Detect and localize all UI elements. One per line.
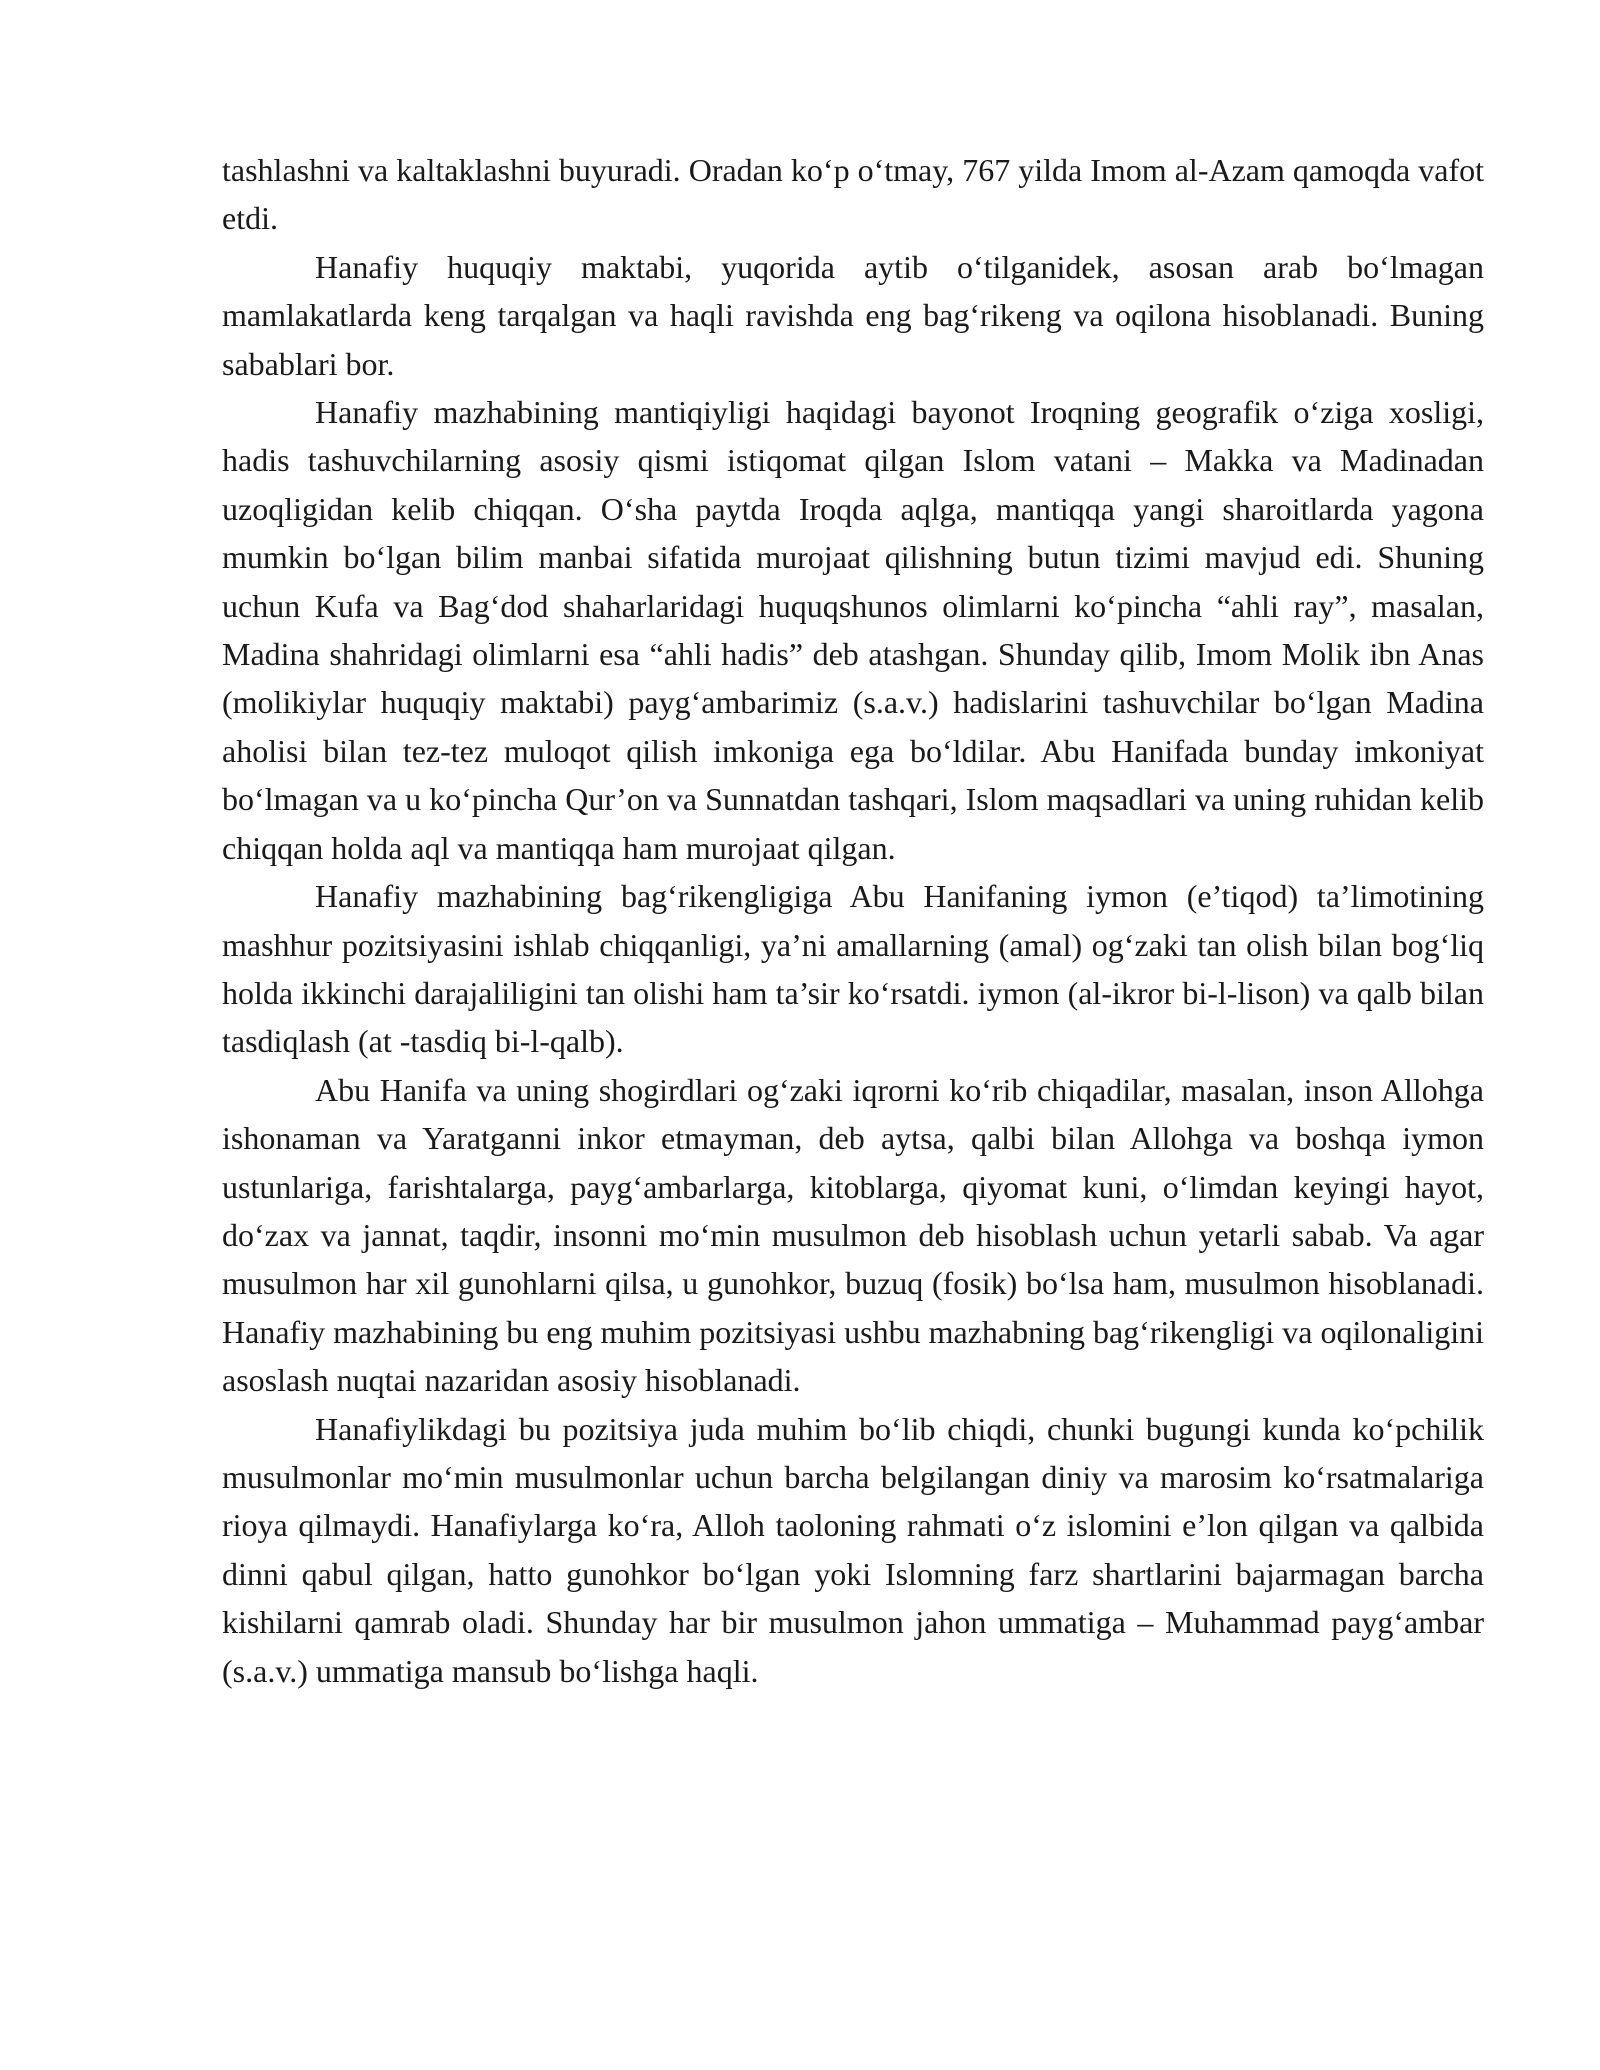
paragraph-oral-confession: Abu Hanifa va uning shogirdlari og‘zaki iqrorni ko‘rib chiqadilar, masalan, inson Allohga ishonaman va Yaratganni inkor etmayman, deb aytsa, qalbi bilan Allohga va boshqa iymon ustunlariga, farishtalarga, payg‘ambarlarga, kitoblarga, qiyomat kuni, o‘limdan keyingi hayot, do‘zax va jannat, taqdir, insonni mo‘min musulmon deb hisoblash uchun yetarli sabab. Va agar musulmon har xil gunohlarni qilsa, u gunohkor, buzuq (fosik) bo‘lsa ham, musulmon hisoblanadi. Hanafiy mazhabining bu eng muhim pozitsiyasi ushbu mazhabning bag‘rikengligi va oqilonaligini asoslash nuqtai nazaridan asosiy hisoblanadi. [222,1071,1484,1399]
body-text [222,146,1484,1695]
paragraph-logic-iraq: Hanafiy mazhabining mantiqiyligi haqidagi bayonot Iroqning geografik o‘ziga xosligi, hadis tashuvchilarning asosiy qismi istiqomat qilgan Islom vatani – Makka va Madinadan uzoqligidan kelib chiqqan. O‘sha paytda Iroqda aqlga, mantiqqa yangi sharoitlarda yagona mumkin bo‘lgan bilim manbai sifatida murojaat qilishning butun tizimi mavjud edi. Shuning uchun Kufa va Bag‘dod shaharlaridagi huquqshunos olimlarni ko‘pincha “ahli ray”, masalan, Madina shahridagi olimlarni esa “ahli hadis” deb atashgan. Shunday qilib, Imom Molik ibn Anas (molikiylar huquqiy maktabi) payg‘ambarimiz (s.a.v.) hadislarini tashuvchilar bo‘lgan Madina aholisi bilan tez-tez muloqot qilish imkoniga ega bo‘ldilar. Abu Hanifada bunday imkoniyat bo‘lmagan va u ko‘pincha Qur’on va Sunnatdan tashqari, Islom maqsadlari va uning ruhidan kelib chiqqan holda aql va mantiqqa ham murojaat qilgan. [222,394,1484,866]
paragraph-hanafi-school: Hanafiy huquqiy maktabi, yuqorida aytib o‘tilganidek, asosan arab bo‘lmagan mamlakatlarda keng tarqalgan va haqli ravishda eng bag‘rikeng va oqilona hisoblanadi. Buning sabablari bor. [222,248,1484,382]
paragraph-continued: tashlashni va kaltaklashni buyuradi. Oradan ko‘p o‘tmay, 767 yilda Imom al-Azam qamoqda vafot etdi. [222,152,1484,237]
paragraph-mercy-ummah: Hanafiylikdagi bu pozitsiya juda muhim bo‘lib chiqdi, chunki bugungi kunda ko‘pchilik musulmonlar mo‘min musulmonlar uchun barcha belgilangan diniy va marosim ko‘rsatmalariga rioya qilmaydi. Hanafiylarga ko‘ra, Alloh taoloning rahmati o‘z islomini e’lon qilgan va qalbida dinni qabul qilgan, hatto gunohkor bo‘lgan yoki Islomning farz shartlarini bajarmagan barcha kishilarni qamrab oladi. Shunday har bir musulmon jahon ummatiga – Muhammad payg‘ambar (s.a.v.) ummatiga mansub bo‘lishga haqli. [222,1410,1484,1689]
paragraph-tolerance-iymon: Hanafiy mazhabining bag‘rikengligiga Abu Hanifaning iymon (e’tiqod) ta’limotining mashhur pozitsiyasini ishlab chiqqanligi, ya’ni amallarning (amal) og‘zaki tan olish bilan bog‘liq holda ikkinchi darajaliligini tan olishi ham ta’sir ko‘rsatdi. iymon (al-ikror bi-l-lison) va qalb bilan tasdiqlash (at -tasdiq bi-l-qalb). [222,878,1484,1060]
